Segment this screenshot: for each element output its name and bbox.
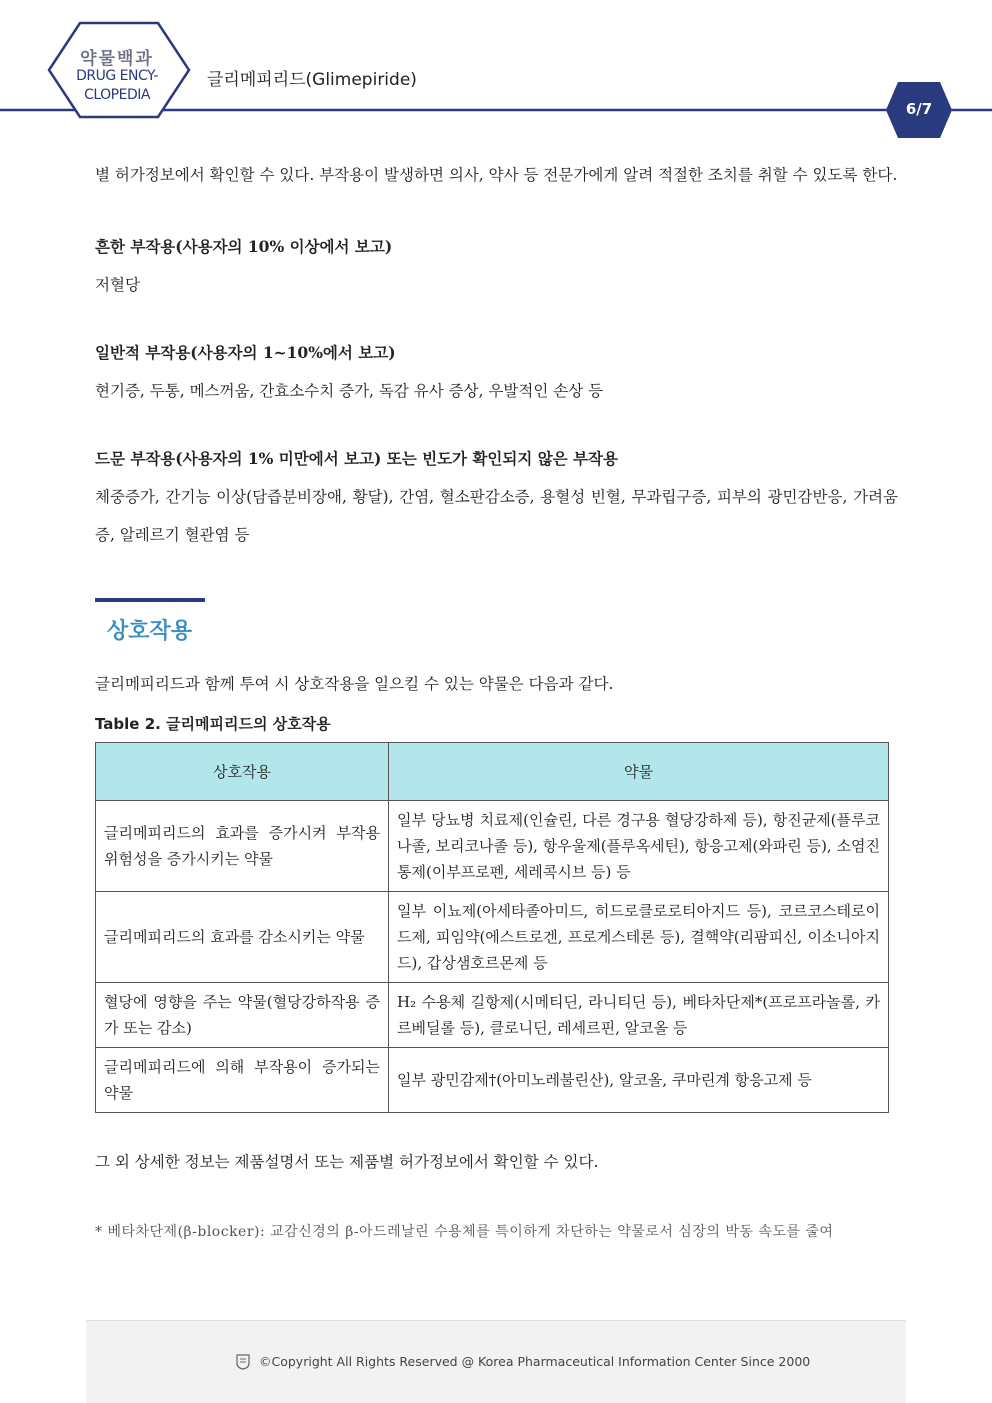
header-drugs: 약물: [389, 743, 889, 801]
drugs-cell: 일부 이뇨제(아세타졸아미드, 히드로클로로티아지드 등), 코르코스테로이드제, 피임약(에스트로겐, 프로게스테론 등), 결핵약(리팜피신, 이소니아지드), 갑상샘호르몬제 등: [389, 892, 889, 983]
drugs-cell: H₂ 수용체 길항제(시메티딘, 라니티딘 등), 베타차단제*(프로프라놀롤, 카르베딜롤 등), 클로니딘, 레세르핀, 알코올 등: [389, 983, 889, 1048]
table-row: [96, 1048, 889, 1113]
effect-cell: 글리메피리드에 의해 부작용이 증가되는 약물: [96, 1048, 389, 1113]
page-footer: [86, 1320, 906, 1403]
table-row: [96, 892, 889, 983]
footnote: * 베타차단제(β-blocker): 교감신경의 β-아드레날린 수용체를 특이하게 차단하는 약물로서 심장의 박동 속도를 줄여: [95, 1224, 834, 1240]
additional-info: 그 외 상세한 정보는 제품설명서 또는 제품별 허가정보에서 확인할 수 있다.: [95, 1153, 599, 1171]
copyright-text: ©Copyright All Rights Reserved @ Korea Pharmaceutical Information Center Since 2000: [259, 1354, 811, 1369]
effect-cell: 글리메피리드의 효과를 감소시키는 약물: [96, 892, 389, 983]
logo-english-line2: CLOPEDIA: [84, 87, 150, 103]
logo-korean: 약물백과: [80, 49, 154, 69]
common-side-effects-title: 흔한 부작용(사용자의 10% 이상에서 보고): [95, 237, 393, 256]
logo-english-line1: DRUG ENCY-: [76, 68, 158, 84]
drugs-cell: 일부 당뇨병 치료제(인슐린, 다른 경구용 혈당강하제 등), 항진균제(플루코나졸, 보리코나졸 등), 항우울제(플루옥세틴), 항응고제(와파린 등), 소염진통제(이부프로펜, 세레콕시브 등) 등: [389, 801, 889, 892]
general-side-effects-text: 현기증, 두통, 메스꺼움, 간효소수치 증가, 독감 유사 증상, 우발적인 손상 등: [95, 382, 604, 400]
section-divider: [95, 598, 205, 602]
page-number: 6/7: [905, 100, 933, 118]
continuation-paragraph: 별 허가정보에서 확인할 수 있다. 부작용이 발생하면 의사, 약사 등 전문가에게 알려 적절한 조치를 취할 수 있도록 한다.: [95, 166, 898, 184]
interaction-intro: 글리메피리드과 함께 투여 시 상호작용을 일으킬 수 있는 약물은 다음과 같다.: [95, 675, 614, 693]
document-title: 글리메피리드(Glimepiride): [207, 70, 417, 90]
effect-cell: 혈당에 영향을 주는 약물(혈당강하작용 증가 또는 감소): [96, 983, 389, 1048]
main-content: [95, 156, 898, 1251]
table-header-row: [96, 743, 889, 801]
general-side-effects-title: 일반적 부작용(사용자의 1~10%에서 보고): [95, 343, 396, 362]
page-header: [0, 0, 992, 140]
table-row: [96, 983, 889, 1048]
rare-side-effects-title: 드문 부작용(사용자의 1% 미만에서 보고) 또는 빈도가 확인되지 않은 부작용: [95, 449, 618, 468]
table-row: [96, 801, 889, 892]
effect-cell: 글리메피리드의 효과를 증가시켜 부작용 위험성을 증가시키는 약물: [96, 801, 389, 892]
common-side-effects-text: 저혈당: [95, 276, 140, 294]
crest-icon: [236, 1354, 250, 1370]
interaction-table: [95, 742, 889, 1113]
table-caption: Table 2. 글리메피리드의 상호작용: [95, 715, 331, 733]
drugs-cell: 일부 광민감제†(아미노레불린산), 알코올, 쿠마린계 항응고제 등: [389, 1048, 889, 1113]
interaction-section-title: 상호작용: [107, 619, 193, 644]
header-interaction: 상호작용: [96, 743, 389, 801]
rare-side-effects-text: 체중증가, 간기능 이상(담즙분비장애, 황달), 간염, 혈소판감소증, 용혈성 빈혈, 무과립구증, 피부의 광민감반응, 가려움증, 알레르기 혈관염 등: [95, 488, 898, 544]
